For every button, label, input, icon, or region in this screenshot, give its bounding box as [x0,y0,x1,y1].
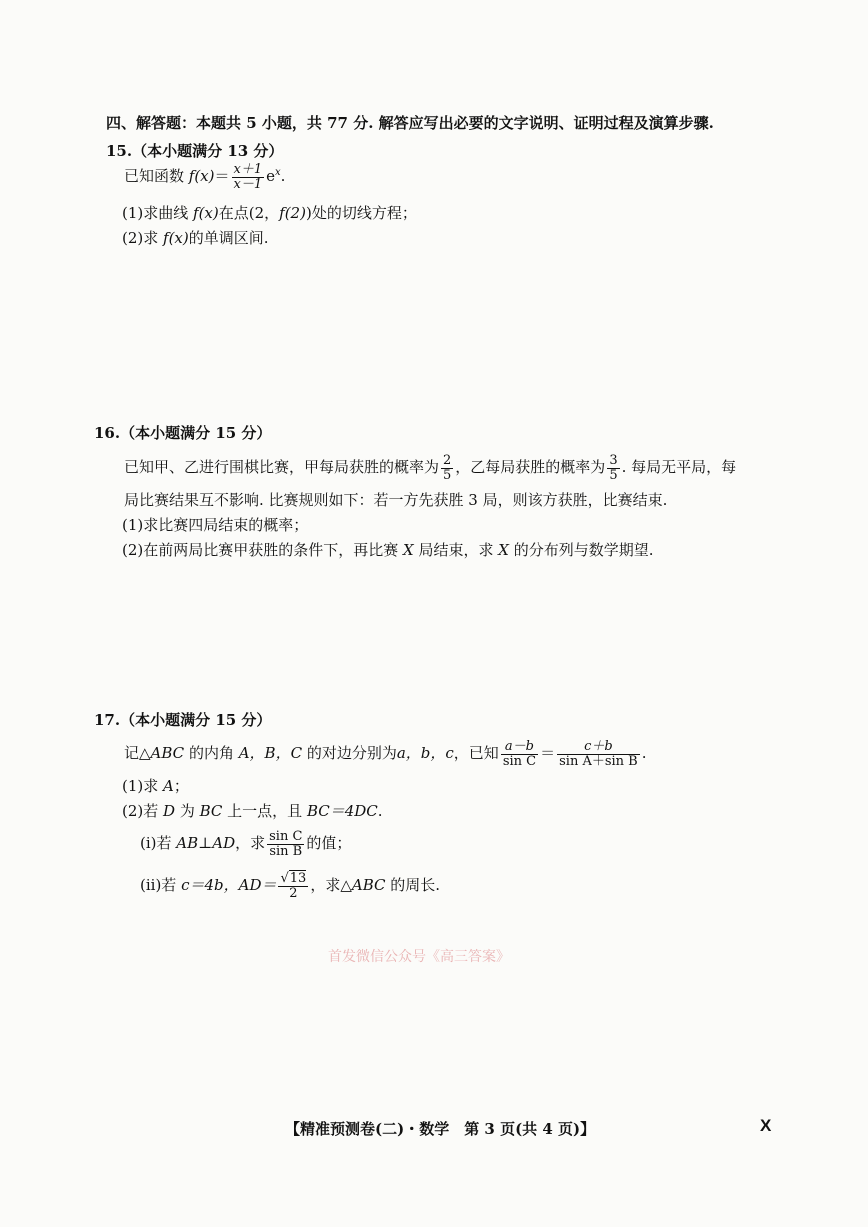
q16-part2-x2: X [498,541,509,559]
q17-part2-D: D [163,802,176,820]
q17-sub1-num: sin C [269,829,303,844]
q17-f1-num: a－b [501,740,538,755]
q17-sub1-b: ，求 [235,834,266,853]
q15-stem-text: 已知函数 [124,167,189,186]
q15-part1-f: f(x) [193,204,219,222]
q17-sub2-sqrt-sign: √ [280,871,289,886]
q16-line1-c: . 每局无平局，每 [621,458,737,477]
q17-stem-c: 的对边分别为 [302,744,397,763]
watermark: 首发微信公众号《高三答案》 [328,949,510,965]
q17-stem-b: 的内角 [184,744,239,763]
q17-stem-end: . [641,744,647,763]
q17-stem-d: ，已知 [453,744,499,763]
q17-part1 [122,777,189,795]
q17-stem [124,740,647,768]
q17-part2-d: . [377,802,383,820]
q17-sub2-den: 2 [289,885,298,901]
q15-stem [124,163,285,191]
q17-abc: ABC [150,744,185,763]
q17-sub1-perp: AB⊥AD [176,834,236,853]
q16-part2-a: (2)在前两局比赛甲获胜的条件下，再比赛 [122,541,404,559]
q15-title: 15.（本小题满分 13 分） [106,142,284,160]
q15-part1 [122,204,417,222]
q17-sub2-c: c＝4b，AD＝ [181,876,277,895]
q17-sub2-b: ，求△ [310,876,352,895]
q17-part2-BC: BC [199,802,223,820]
q17-part2-b: 为 [175,802,200,820]
q17-sub2-abc: ABC [351,876,386,895]
q15-part1-a: (1)求曲线 [122,204,194,222]
footer-mark: X [760,1116,772,1135]
q16-p2-num: 3 [609,453,618,468]
q15-part1-f2: f(2) [279,204,306,222]
q15-part1-c: )处的切线方程； [305,204,417,222]
q17-sub2-end: 的周长. [385,876,441,895]
q17-angles: A，B，C [238,744,303,763]
q16-part1: (1)求比赛四局结束的概率； [122,516,309,534]
q17-part2-a: (2)若 [122,802,164,820]
q15-frac-den: x－1 [233,176,263,192]
q17-part2-c: 上一点，且 [222,802,307,820]
q16-line1 [124,454,736,482]
q16-p2-fraction [607,454,619,482]
q17-f1-den: sin C [502,753,537,769]
section-header: 四、解答题：本题共 5 小题，共 77 分. 解答应写出必要的文字说明、证明过程及演算步骤. [106,114,714,132]
q16-line2: 局比赛结果互不影响. 比赛规则如下：若一方先获胜 3 局，则该方获胜，比赛结束. [124,491,668,509]
q17-f2-num: c＋b [557,740,640,755]
q16-p1-num: 2 [443,453,452,468]
q17-sub1-a: (i)若 [140,834,177,853]
q15-part2-f: f(x) [163,229,189,247]
q17-sub1-frac [267,830,304,858]
q16-title: 16.（本小题满分 15 分） [94,424,272,442]
q17-part1-b: ； [173,777,189,795]
q17-eq: ＝ [540,744,556,763]
q16-p2-den: 5 [609,467,618,483]
q15-part2 [122,229,269,247]
q17-sub2 [140,872,440,900]
q17-sides: a，b，c [396,744,454,763]
q17-sub2-sqrt-val: 13 [289,871,307,886]
q17-frac1 [501,740,538,768]
q17-title: 17.（本小题满分 15 分） [94,711,272,729]
q15-frac-num: x＋1 [233,162,263,177]
q15-eq: ＝ [214,167,230,186]
q17-part1-A: A [163,777,174,795]
q17-part2-eq: BC＝4DC [306,802,378,820]
q16-p1-den: 5 [443,467,452,483]
page-footer: 【精准预测卷(二)・数学 第 3 页(共 4 页)】 [285,1120,596,1138]
q17-part2 [122,802,383,820]
q15-part2-a: (2)求 [122,229,164,247]
q15-exp: e [266,167,276,186]
q17-sub2-frac [278,872,308,900]
q16-part2-x1: X [403,541,414,559]
q17-stem-a: 记△ [124,744,151,763]
q15-fraction [232,163,265,191]
q16-p1-fraction [441,454,453,482]
q17-sub1 [140,830,351,858]
q17-sub1-c: 的值； [306,834,352,853]
q15-stem-end: . [280,167,286,186]
q17-f2-den: sin A＋sin B [559,753,638,769]
q17-sub2-a: (ii)若 [140,876,182,895]
q16-line1-b: ，乙每局获胜的概率为 [455,458,606,477]
q16-part2-b: 局结束，求 [413,541,499,559]
q15-part1-b: 在点(2， [218,204,280,222]
q17-part1-a: (1)求 [122,777,164,795]
q15-exp-sup: x [275,167,281,179]
q16-line1-a: 已知甲、乙进行围棋比赛，甲每局获胜的概率为 [124,458,440,477]
q16-part2-c: 的分布列与数学期望. [508,541,654,559]
q17-frac2 [557,740,640,768]
q16-part2 [122,541,654,559]
q15-part2-b: 的单调区间. [188,229,269,247]
q15-fx: f(x) [188,167,215,186]
q17-sub1-den: sin B [269,843,303,859]
